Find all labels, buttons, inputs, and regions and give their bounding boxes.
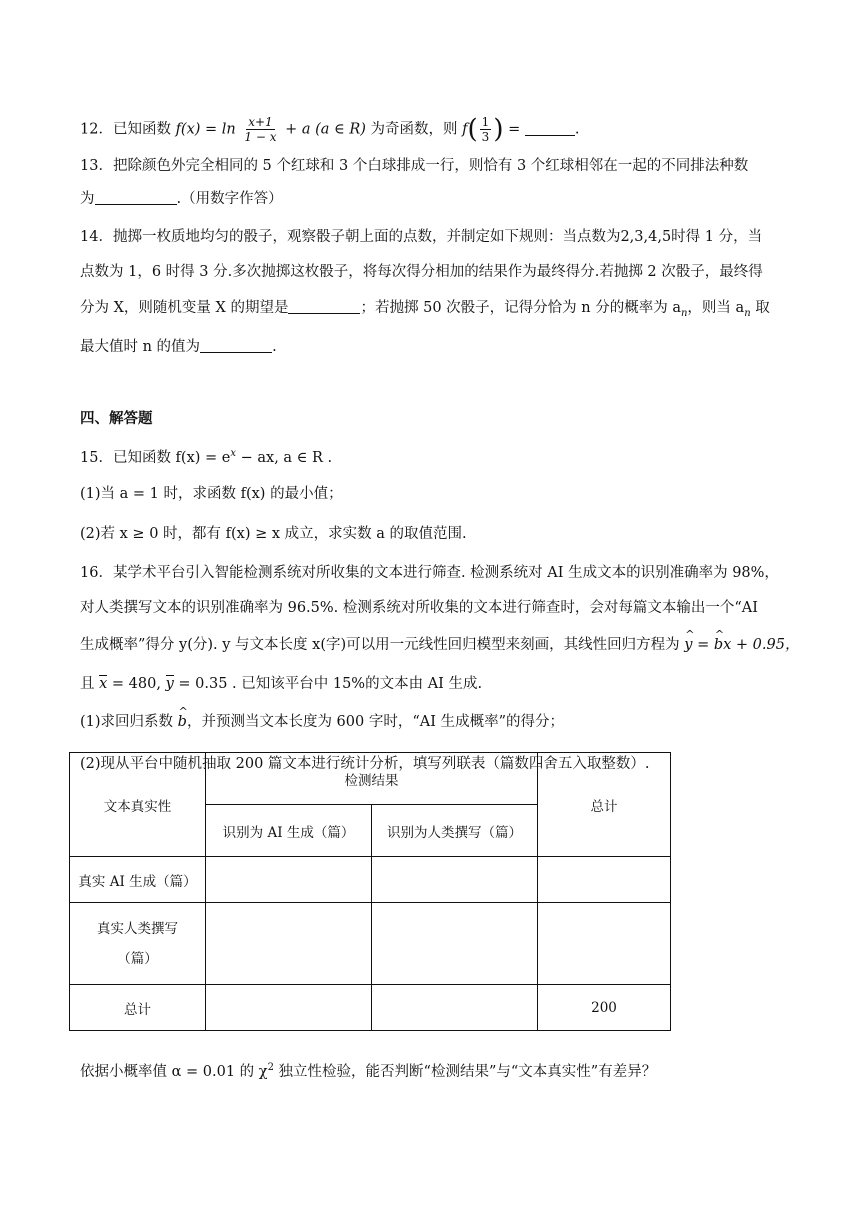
row-label-ai: 真实 AI 生成（篇） — [70, 857, 206, 903]
q14-answer-blank-2[interactable] — [200, 338, 272, 353]
question-14-line-3 — [80, 298, 770, 324]
q12-fraction — [242, 115, 278, 144]
cell-input[interactable] — [206, 857, 372, 903]
grand-total: 200 — [538, 985, 671, 1031]
table-row — [70, 753, 671, 805]
q14-sub-n-2: n — [744, 307, 751, 319]
q14-line4-a: 最大值时 n 的值为 — [80, 339, 201, 355]
q14-sub-n: n — [680, 307, 688, 319]
q12-mid: 为奇函数，则 — [370, 121, 458, 138]
chi-sup: 2 — [267, 1062, 274, 1073]
header-ai: 识别为 AI 生成（篇） — [206, 805, 372, 857]
q12-eval-den: 3 — [481, 130, 490, 144]
question-12 — [80, 115, 579, 144]
q16-p1-b: ，并预测当文本长度为 600 字时，“AI 生成概率”的得分； — [186, 714, 564, 730]
q16-line3-a: 生成概率”得分 y(分). y 与文本长度 x(字)可以用一元线性回归模型来刻画，其线性回归方程为 — [80, 637, 685, 653]
question-16-line-2: 对人类撰写文本的识别准确率为 96.5%. 检测系统对所收集的文本进行筛查时，会对每篇文本输出一个“AI — [80, 600, 758, 616]
header-human: 识别为人类撰写（篇） — [372, 805, 538, 857]
question-16-line-3 — [80, 635, 799, 655]
cell-input[interactable] — [372, 985, 538, 1031]
q14-line3-a: 分为 X，则随机变量 X 的期望是 — [80, 300, 289, 316]
q14-line3-b: ；若抛掷 50 次骰子，记得分恰为 n 分的概率为 a — [360, 300, 681, 316]
header-total: 总计 — [538, 753, 671, 857]
question-14-line-4 — [80, 337, 277, 357]
section-heading: 四、解答题 — [80, 410, 153, 427]
q12-eq: = — [508, 121, 521, 138]
b-hat: ^ b — [714, 635, 723, 655]
right-paren: ) — [493, 114, 504, 145]
q16-after-b: 独立性检验，能否判断“检测结果”与“文本真实性”有差异？ — [273, 1063, 657, 1080]
q14-line3-d: 取 — [750, 300, 770, 316]
b-hat-2: ^ b — [178, 712, 187, 732]
q13-suffix: .（用数字作答） — [176, 191, 283, 207]
q12-frac-num: x+1 — [248, 115, 273, 129]
y-hat: ^ y — [684, 635, 692, 655]
question-16-line-1: 16．某学术平台引入智能检测系统对所收集的文本进行筛查. 检测系统对 AI 生成文本的识别准确率为 98%， — [80, 565, 779, 581]
q13-prefix: 为 — [80, 191, 95, 207]
cell-input[interactable] — [538, 857, 671, 903]
q16-line3-b: x + 0.95， — [723, 637, 800, 653]
question-14-line-2: 点数为 1，6 时得 3 分.多次抛掷这枚骰子，将每次得分相加的结果作为最终得分.若抛掷 2 次骰子，最终得 — [80, 264, 763, 280]
cell-input[interactable] — [372, 857, 538, 903]
q13-answer-blank[interactable] — [95, 190, 177, 205]
q12-eval-num: 1 — [481, 115, 490, 129]
cell-input[interactable] — [372, 903, 538, 985]
contingency-table — [69, 752, 671, 1031]
q12-end: . — [574, 121, 580, 138]
question-15-part-2: (2)若 x ≥ 0 时，都有 f(x) ≥ x 成立，求实数 a 的取值范围. — [80, 526, 467, 542]
q16-line4-a: 且 — [80, 676, 100, 692]
q14-line4-b: . — [272, 339, 277, 355]
row-label-total: 总计 — [70, 985, 206, 1031]
question-16-part-2: (2)现从平台中随机抽取 200 篇文本进行统计分析，填写列联表（篇数四舍五入取整数）. — [80, 756, 650, 772]
table-row — [70, 903, 671, 985]
q16-line4-b: = 480, — [107, 676, 166, 692]
cell-input[interactable] — [206, 985, 372, 1031]
left-paren: ( — [467, 114, 478, 145]
x-bar: x — [99, 676, 108, 692]
q16-line4-c: = 0.35 . 已知该平台中 15%的文本由 AI 生成. — [173, 676, 483, 692]
header-result: 检测结果 — [206, 753, 538, 805]
q15-stem-a: 15．已知函数 f(x) = e — [80, 449, 231, 466]
question-13-line-2 — [80, 189, 283, 209]
question-15-part-1: (1)当 a = 1 时，求函数 f(x) 的最小值； — [80, 486, 343, 502]
header-truth: 文本真实性 — [70, 753, 206, 857]
q16-after-a: 依据小概率值 α = 0.01 的 χ — [80, 1063, 268, 1080]
question-16-part-1 — [80, 712, 564, 732]
row-label-human: 真实人类撰写（篇） — [70, 903, 206, 985]
q12-eval-fraction — [480, 115, 492, 144]
q12-frac-den: 1 − x — [244, 130, 277, 144]
table-row — [70, 985, 671, 1031]
q12-function: f(x) = ln — [175, 121, 236, 138]
q12-tail: + a (a ∈ R) — [285, 121, 366, 138]
y-bar: y — [165, 676, 174, 692]
question-15-stem — [80, 444, 332, 468]
q16-line3-eq: = — [692, 637, 714, 653]
question-14-line-1: 14．抛掷一枚质地均匀的骰子，观察骰子朝上面的点数，并制定如下规则：当点数为2,3,4,5时得 1 分，当 — [80, 229, 763, 245]
cell-input[interactable] — [538, 903, 671, 985]
q16-p1-a: (1)求回归系数 — [80, 714, 178, 730]
question-16-followup — [80, 1058, 656, 1082]
cell-input[interactable] — [206, 903, 372, 985]
q12-eval-f: f — [462, 121, 468, 138]
q14-answer-blank-1[interactable] — [288, 299, 360, 314]
q12-answer-blank[interactable] — [525, 121, 575, 136]
q14-line3-c: ，则当 a — [687, 300, 745, 316]
table-row — [70, 857, 671, 903]
question-13-line-1: 13．把除颜色外完全相同的 5 个红球和 3 个白球排成一行，则恰有 3 个红球相邻在一起的不同排法种数 — [80, 158, 749, 174]
question-16-line-4 — [80, 674, 482, 694]
q12-number: 12．已知函数 — [80, 121, 171, 138]
q15-sup-x: x — [230, 448, 237, 459]
q15-stem-b: − ax, a ∈ R . — [236, 449, 333, 466]
